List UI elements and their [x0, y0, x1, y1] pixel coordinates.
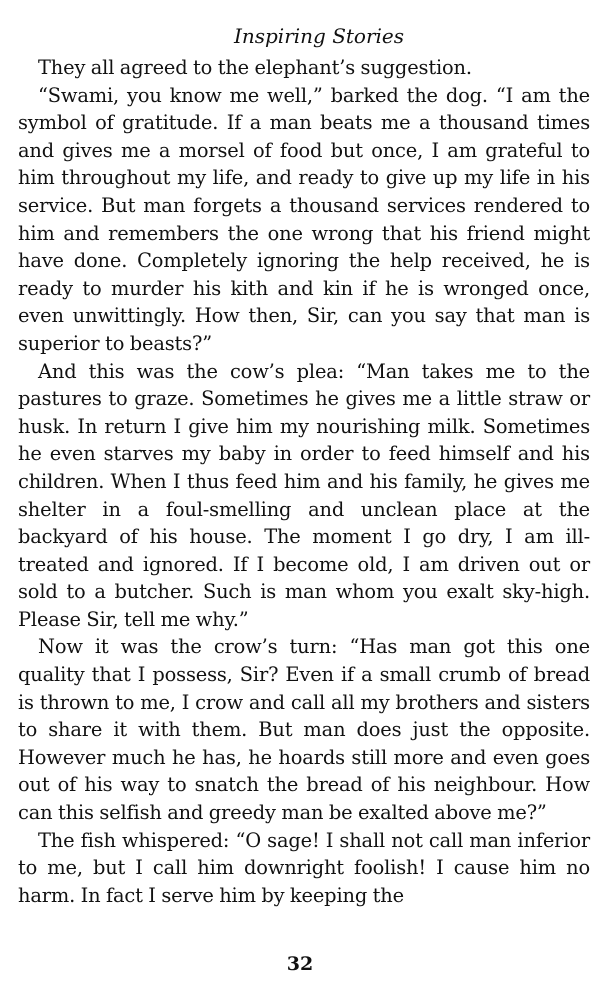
paragraph-elephant-suggestion: They all agreed to the elephant’s suggestion. — [38, 56, 472, 79]
paragraph-crow-turn: Now it was the crow’s turn: “Has man got this one quality that I possess, Sir? Even if a small crumb of bread is thrown to me, I crow and call all my brothers and sisters to share it with them. But man does just the opposite. However much he has, he hoards still more and even goes out of his way to snatch the bread of his neighbour. How can this selfish and greedy man be exalted above me?” — [18, 635, 590, 825]
page-number: 32 — [286, 953, 314, 975]
paragraph-cow-plea: And this was the cow’s plea: “Man takes me to the pastures to graze. Sometimes he gives me a little straw or husk. In return I give him my nourishing milk. Sometimes he even starves my baby in order to feed himself and his children. When I thus feed him and his family, he gives me shelter in a foul-smelling and unclean place at the backyard of his house. The moment I go dry, I am ill-treated and ignored. If I become old, I am driven out or sold to a butcher. Such is man whom you exalt sky-high. Please Sir, tell me why.” — [18, 359, 590, 631]
paragraph-fish-whisper: The fish whispered: “O sage! I shall not call man inferior to me, but I call him downright foolish! I cause him no harm. In fact I serve him by keeping the — [18, 828, 590, 907]
running-head: Inspiring Stories — [233, 24, 405, 48]
body-text — [18, 54, 590, 909]
paragraph-dog-speech: “Swami, you know me well,” barked the dog. “I am the symbol of gratitude. If a man beats me a thousand times and gives me a morsel of food but once, I am grateful to him throughout my life, and ready to give up my life in his service. But man forgets a thousand services rendered to him and remembers the one wrong that his friend might have done. Completely ignoring the help received, he is ready to murder his kith and kin if he is wronged once, even unwittingly. How then, Sir, can you say that man is superior to beasts?” — [18, 83, 590, 355]
